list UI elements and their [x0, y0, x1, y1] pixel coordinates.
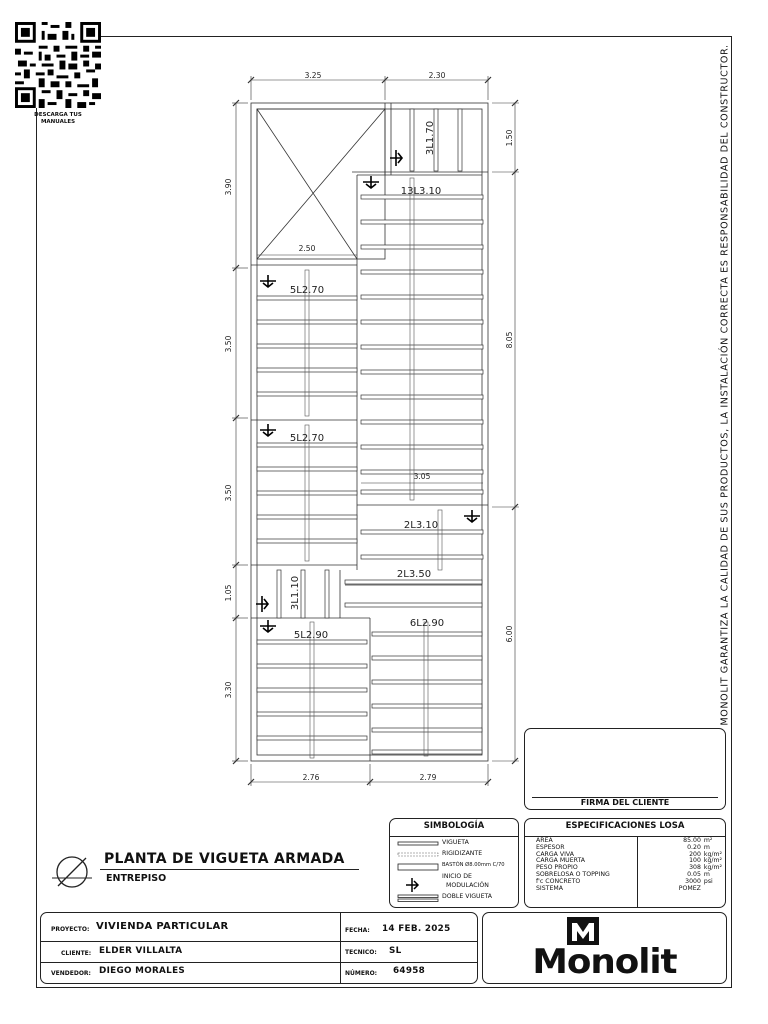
date-label: FECHA:: [345, 927, 370, 934]
spec-row: ESPESOR 0.20 m: [536, 843, 710, 851]
dim-right-1: 1.50: [505, 129, 514, 147]
panel-label: 3L1.70: [425, 120, 436, 156]
client-value: ELDER VILLALTA: [99, 946, 183, 956]
dim-left-2: 3.50: [224, 335, 233, 353]
dim-top-2: 2.30: [428, 71, 446, 80]
floor-plan: [200, 60, 530, 792]
divider: [389, 836, 519, 837]
spec-row: CARGA MUERTA 100 kg/m²: [536, 857, 722, 865]
divider: [100, 869, 359, 870]
symbology-icons: [394, 838, 442, 904]
baston-symbol-icon: [398, 864, 438, 870]
symbology-item: RIGIDIZANTE: [442, 850, 483, 857]
dim-inner-1: 2.50: [298, 244, 316, 253]
number-label: NÚMERO:: [345, 970, 378, 977]
signature-label: FIRMA DEL CLIENTE: [580, 798, 670, 807]
symbology-item: BASTÓN Ø8.00mm C/70: [442, 862, 505, 868]
dim-inner-2: 3.05: [413, 472, 431, 481]
panel-label: 5L2.70: [289, 285, 325, 296]
qr-code-icon[interactable]: [15, 22, 101, 108]
seller-label: VENDEDOR:: [51, 970, 91, 977]
modulation-start-icon: [406, 878, 418, 892]
panel-label: 2L3.10: [403, 520, 439, 531]
dim-right-2: 8.05: [505, 331, 514, 349]
drawing-subtitle: ENTREPISO: [106, 873, 167, 884]
symbology-item: DOBLE VIGUETA: [442, 893, 493, 900]
spec-row: CARGA VIVA 200 kg/m²: [536, 850, 722, 858]
qr-label: DESCARGA TUS MANUALES: [34, 112, 82, 125]
spec-row: PESO PROPIO 308 kg/m²: [536, 864, 722, 872]
technician-value: SL: [389, 946, 402, 956]
dim-bottom-2: 2.79: [419, 773, 437, 782]
panel-label: 2L3.50: [396, 569, 432, 580]
dim-top-1: 3.25: [304, 71, 322, 80]
client-label: CLIENTE:: [61, 950, 92, 957]
panel-label: 5L2.90: [293, 630, 329, 641]
seller-value: DIEGO MORALES: [99, 966, 186, 976]
divider: [40, 962, 478, 963]
date-value: 14 FEB. 2025: [382, 924, 451, 934]
symbology-item: MODULACIÓN: [446, 882, 489, 889]
symbology-item: INICIO DE: [442, 873, 472, 880]
specs-title: ESPECIFICACIONES LOSA: [565, 821, 685, 831]
number-value: 64958: [393, 966, 426, 976]
dim-left-1: 3.90: [224, 178, 233, 196]
guarantee-note: MONOLIT GARANTIZA LA CALIDAD DE SUS PRODUCTOS, LA INSTALACIÓN CORRECTA ES RESPONSABILIDAD DEL CONSTRUCTOR.: [719, 44, 731, 726]
panel-label: 3L1.10: [290, 575, 301, 611]
dim-left-4: 1.05: [224, 584, 233, 602]
dim-bottom-1: 2.76: [302, 773, 320, 782]
project-value: VIVIENDA PARTICULAR: [96, 921, 229, 932]
dim-left-5: 3.30: [224, 681, 233, 699]
specs-table: [536, 838, 722, 892]
north-compass-icon: [52, 852, 92, 892]
brand-logo: Monolit: [532, 942, 677, 982]
symbology-item: VIGUETA: [442, 839, 469, 846]
panel-label: 5L2.70: [289, 433, 325, 444]
project-label: PROYECTO:: [51, 926, 90, 933]
panel-label: 13L3.10: [400, 186, 442, 197]
dim-left-3: 3.50: [224, 484, 233, 502]
double-vigueta-symbol-icon: [398, 895, 438, 898]
spec-row: SISTEMA POMEZ: [536, 884, 701, 892]
dim-right-3: 6.00: [505, 625, 514, 643]
technician-label: TECNICO:: [345, 949, 377, 956]
spec-row: f'c CONCRETO 3000 psi: [536, 877, 713, 885]
spec-row: AREA 85.00 m²: [536, 837, 713, 844]
divider: [340, 912, 341, 984]
symbology-title: SIMBOLOGÍA: [423, 821, 485, 831]
rigidizer-symbol-icon: [398, 853, 438, 856]
divider: [40, 941, 478, 942]
vigueta-symbol-icon: [398, 842, 438, 845]
panel-label: 6L2.90: [409, 618, 445, 629]
spec-row: SOBRELOSA O TOPPING 0.05 m: [536, 870, 710, 878]
drawing-title: PLANTA DE VIGUETA ARMADA: [104, 851, 345, 867]
